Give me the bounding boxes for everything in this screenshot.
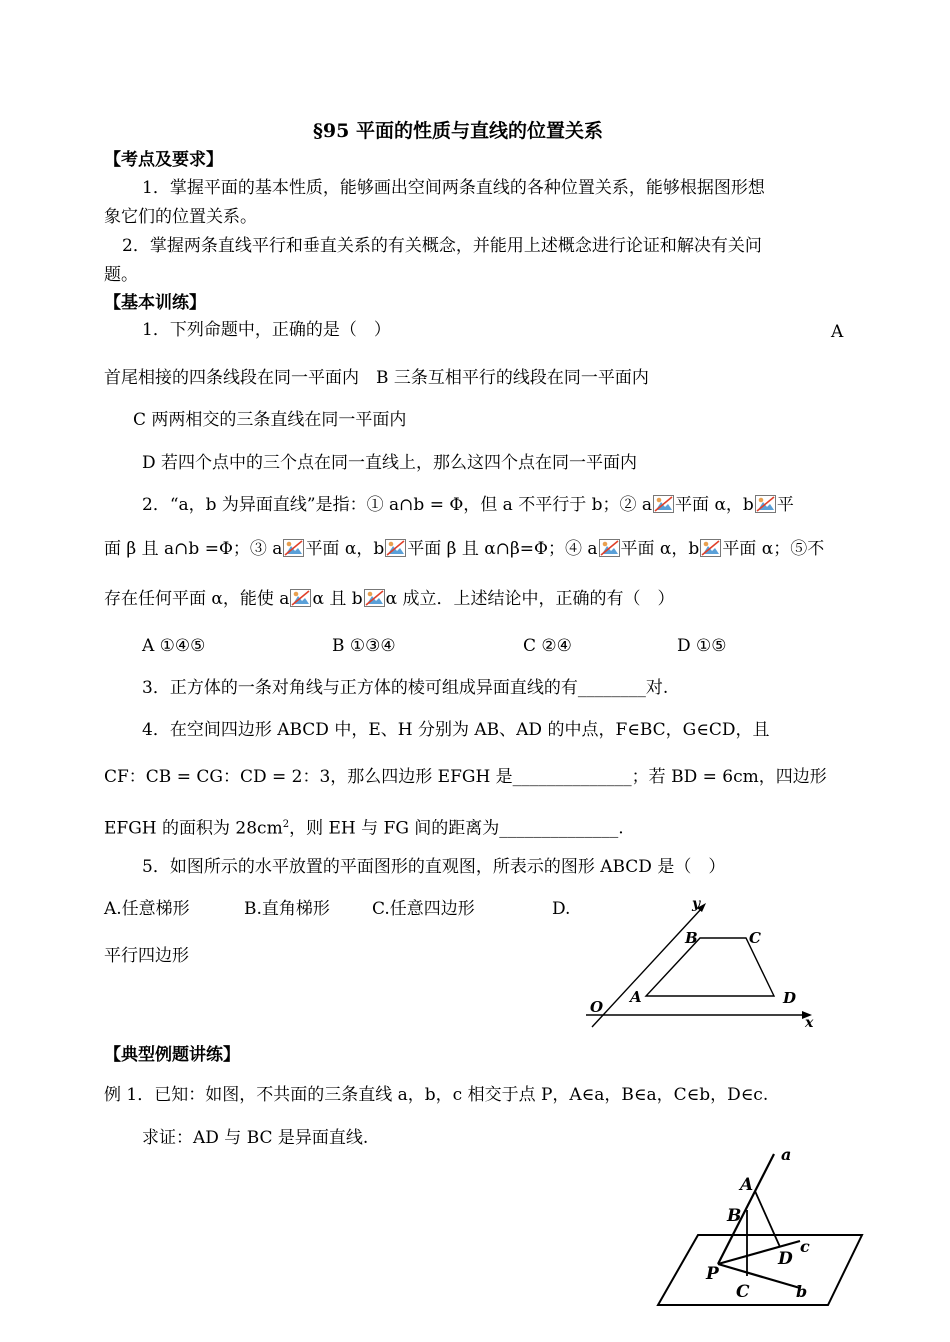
label-line-c: c — [800, 1237, 810, 1256]
q1-stem: 1．下列命题中，正确的是（ ） — [142, 320, 391, 340]
relation-symbol-icon — [755, 495, 776, 513]
q4-line3: EFGH 的面积为 $28cm^2$，则 EH 与 FG 间的距离为______________. — [104, 818, 624, 839]
q2-choice-b: B ①③④ — [332, 636, 396, 656]
relation-symbol-icon — [364, 589, 385, 607]
q5-choice-d: D. — [552, 899, 571, 919]
requirement-1-line2: 象它们的位置关系。 — [104, 207, 257, 227]
q3-text: 3．正方体的一条对角线与正方体的棱可组成异面直线的有________对. — [142, 678, 669, 698]
q2-choice-c: C ②④ — [523, 636, 572, 656]
label-d: D — [783, 989, 797, 1007]
q4-line1: 4．在空间四边形 ABCD 中，E、H 分别为 AB、AD 的中点，F∈BC，G∈CD，且 — [142, 720, 770, 740]
q2-line2: 面 β 且 a∩b =Φ；③ a 平面 α，b 平面 β 且 α∩β=Φ；④ a 平面 α，b 平面 α；⑤不 — [104, 539, 825, 559]
label-a: A — [630, 988, 642, 1006]
label-x: x — [805, 1015, 814, 1031]
q2-line3: 存在任何平面 α，能使 a α 且 b α 成立．上述结论中，正确的有（ ） — [104, 589, 675, 609]
trapezoid-figure — [580, 890, 830, 1035]
q2-choice-a: A ①④⑤ — [142, 636, 206, 656]
relation-symbol-icon — [700, 539, 721, 557]
label-y: y — [692, 896, 701, 912]
relation-symbol-icon — [290, 589, 311, 607]
requirement-2-line1: 2．掌握两条直线平行和垂直关系的有关概念，并能用上述概念进行论证和解决有关问 — [122, 236, 762, 256]
q1-option-d: D 若四个点中的三个点在同一直线上，那么这四个点在同一平面内 — [142, 453, 638, 473]
q5-choice-c: C.任意四边形 — [372, 899, 475, 919]
q1-option-a-label: A — [831, 322, 844, 342]
plane-parallelogram — [658, 1235, 862, 1305]
q5-choice-b: B.直角梯形 — [244, 899, 330, 919]
label-line-b: b — [796, 1282, 808, 1301]
label-point-d: D — [778, 1249, 793, 1269]
q5-choice-d-continued: 平行四边形 — [104, 946, 189, 966]
page-title: §95 平面的性质与直线的位置关系 — [313, 120, 603, 142]
segment-ad — [755, 1191, 780, 1247]
label-point-c: C — [736, 1282, 750, 1302]
label-c: C — [749, 929, 761, 947]
label-b: B — [685, 929, 698, 947]
label-point-b: B — [727, 1206, 742, 1226]
relation-symbol-icon — [653, 495, 674, 513]
requirement-1-line1: 1．掌握平面的基本性质，能够画出空间两条直线的各种位置关系，能够根据图形想 — [142, 178, 765, 198]
q5-choice-a: A.任意梯形 — [104, 899, 190, 919]
label-point-p: P — [706, 1264, 719, 1284]
section-basic: 【基本训练】 — [104, 293, 206, 313]
three-lines-figure — [650, 1142, 880, 1340]
section-examples: 【典型例题讲练】 — [104, 1045, 240, 1065]
relation-symbol-icon — [599, 539, 620, 557]
y-axis — [592, 908, 702, 1027]
q4-line2: CF：CB = CG：CD = 2：3，那么四边形 EFGH 是______________；若 BD = 6cm，四边形 — [104, 767, 827, 787]
q2-line1: 2．“a，b 为异面直线”是指：① a∩b = Φ，但 a 不平行于 b；② a 平面 α，b 平 — [142, 495, 794, 515]
q1-option-c: C 两两相交的三条直线在同一平面内 — [133, 410, 407, 430]
superscript: 2 — [282, 819, 290, 830]
q5-stem: 5．如图所示的水平放置的平面图形的直观图，所表示的图形 ABCD 是（ ） — [142, 857, 726, 877]
example1-line1: 例 1．已知：如图，不共面的三条直线 a，b，c 相交于点 P，A∈a，B∈a，C∈b，D∈c. — [104, 1085, 769, 1105]
relation-symbol-icon — [283, 539, 304, 557]
label-o: O — [590, 998, 604, 1016]
label-line-a: a — [781, 1145, 792, 1164]
label-point-a: A — [740, 1175, 754, 1195]
relation-symbol-icon — [385, 539, 406, 557]
q2-choice-d: D ①⑤ — [677, 636, 727, 656]
section-requirements: 【考点及要求】 — [104, 150, 223, 170]
requirement-2-line2: 题。 — [104, 265, 138, 285]
q1-line2: 首尾相接的四条线段在同一平面内 B 三条互相平行的线段在同一平面内 — [104, 368, 649, 388]
example1-line2: 求证：AD 与 BC 是异面直线. — [142, 1128, 369, 1148]
